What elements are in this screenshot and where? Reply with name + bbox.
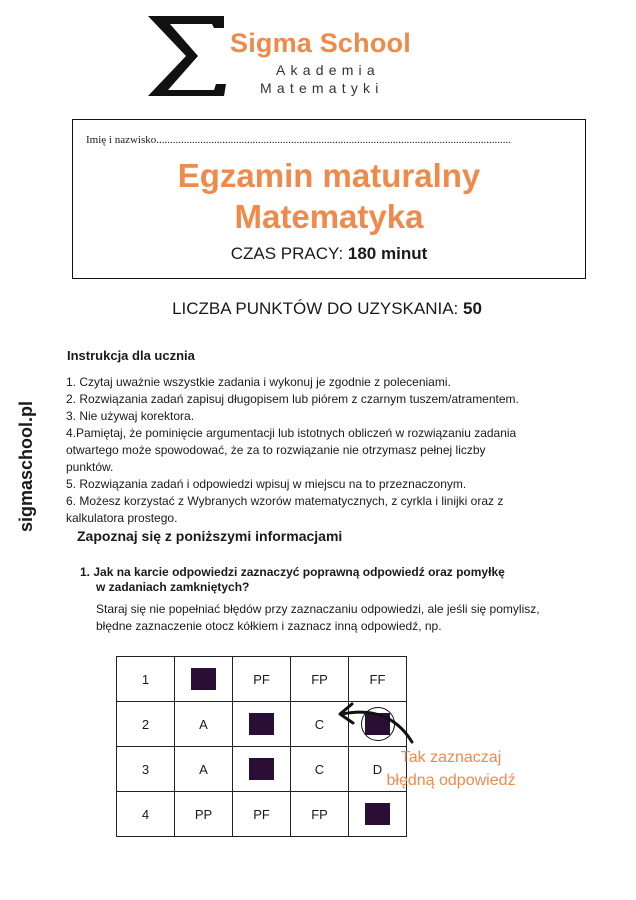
instruction-item: 5. Rozwiązania zadań i odpowiedzi wpisuj w miejscu na to przeznaczonym. <box>66 477 467 491</box>
answer-option-cell[interactable]: C <box>291 702 349 747</box>
time-label: CZAS PRACY: <box>230 244 344 263</box>
hint-note-line: Tak zaznaczaj <box>400 749 502 766</box>
question-1-line: 1. Jak na karcie odpowiedzi zaznaczyć poprawną odpowiedź oraz pomyłkę <box>80 565 505 579</box>
marked-cell[interactable] <box>233 747 291 792</box>
time-value: 180 minut <box>347 244 428 263</box>
sigma-logo-icon <box>146 14 226 98</box>
name-field[interactable]: Imię i nazwisko................................................................................................................................. <box>86 134 512 146</box>
answer-option-cell[interactable]: PF <box>233 657 291 702</box>
brand-name: Sigma School <box>230 28 411 58</box>
question-1-answer <box>96 601 540 635</box>
question-1 <box>80 565 505 595</box>
question-number-cell: 3 <box>117 747 175 792</box>
question-1-line: w zadaniach zamkniętych? <box>96 580 250 594</box>
brand-subtitle: Akademia <box>276 62 380 78</box>
answer-option-cell[interactable]: D <box>349 747 407 792</box>
filled-mark-icon <box>249 713 274 735</box>
instruction-item: 3. Nie używaj korektora. <box>66 409 195 423</box>
time-line <box>72 244 586 264</box>
question-number-cell: 4 <box>117 792 175 837</box>
answer-option-cell[interactable]: C <box>291 747 349 792</box>
filled-mark-icon <box>191 668 216 690</box>
answer-option-cell[interactable]: A <box>175 747 233 792</box>
instructions-list <box>66 374 536 527</box>
exam-subject: Matematyka <box>234 198 424 235</box>
hint-note-line: błędną odpowiedź <box>386 772 516 789</box>
question-number-cell: 2 <box>117 702 175 747</box>
brand-subtitle-2: Matematyki <box>260 80 384 96</box>
answer-option-cell[interactable]: A <box>175 702 233 747</box>
points-value: 50 <box>463 299 482 318</box>
answer-option-cell[interactable]: FP <box>291 657 349 702</box>
instructions-heading: Instrukcja dla ucznia <box>67 348 195 363</box>
answer-line: błędne zaznaczenie otocz kółkiem i zaznacz inną odpowiedź, np. <box>96 619 442 633</box>
exam-title: Egzamin maturalny <box>177 157 481 194</box>
filled-mark-icon <box>365 803 390 825</box>
answer-option-cell[interactable]: FP <box>291 792 349 837</box>
instruction-item: 1. Czytaj uważnie wszystkie zadania i wykonuj je zgodnie z poleceniami. <box>66 375 451 389</box>
marked-cell[interactable] <box>175 657 233 702</box>
marked-cell[interactable] <box>349 792 407 837</box>
answer-line: Staraj się nie popełniać błędów przy zaznaczaniu odpowiedzi, ale jeśli się pomylisz, <box>96 602 540 616</box>
answer-grid <box>116 656 407 837</box>
arrow-icon <box>332 696 416 746</box>
side-url: sigmaschool.pl <box>16 400 36 532</box>
instruction-item: 6. Możesz korzystać z Wybranych wzorów matematycznych, z cyrkla i linijki oraz z kalkulatora prostego. <box>66 494 504 525</box>
grid-row <box>117 657 407 702</box>
instruction-item: 2. Rozwiązania zadań zapisuj długopisem lub piórem z czarnym tuszem/atramentem. <box>66 392 519 406</box>
points-label: LICZBA PUNKTÓW DO UZYSKANIA: <box>172 299 459 318</box>
question-number-cell: 1 <box>117 657 175 702</box>
info-heading: Zapoznaj się z poniższymi informacjami <box>77 528 343 544</box>
marked-cell[interactable] <box>233 702 291 747</box>
grid-row <box>117 792 407 837</box>
instruction-item: 4.Pamiętaj, że pominięcie argumentacji lub istotnych obliczeń w rozwiązaniu zadania otwartego może spowodować, że za to rozwiązanie nie otrzymasz pełnej liczby punktów. <box>66 426 517 474</box>
filled-mark-icon <box>249 758 274 780</box>
answer-option-cell[interactable]: FF <box>349 657 407 702</box>
points-line <box>0 299 636 319</box>
grid-row <box>117 747 407 792</box>
answer-option-cell[interactable]: PP <box>175 792 233 837</box>
hint-note <box>376 746 526 792</box>
answer-option-cell[interactable]: PF <box>233 792 291 837</box>
